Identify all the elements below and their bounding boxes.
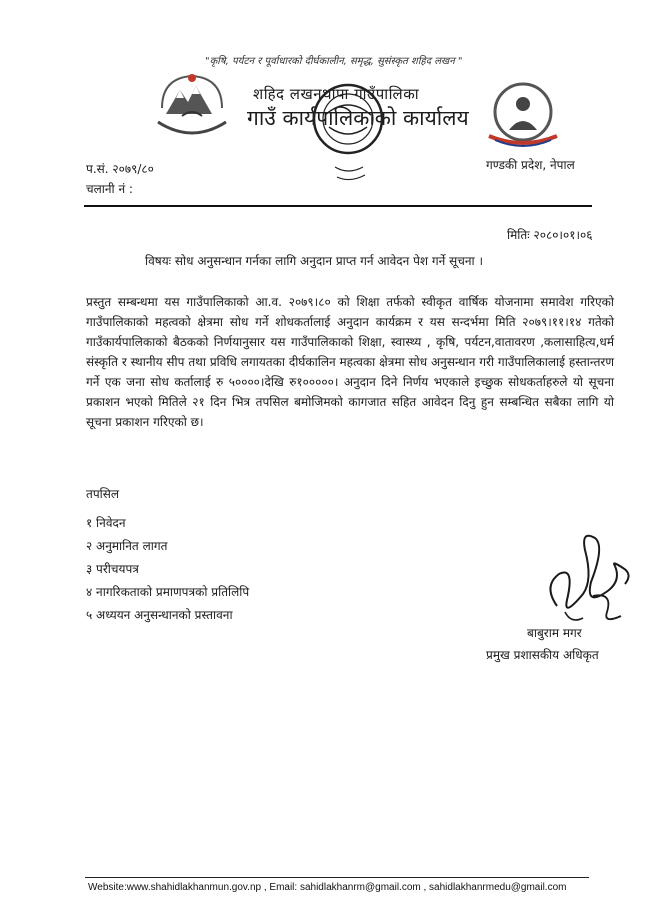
- header-divider: [84, 205, 592, 207]
- list-item: २ अनुमानित लागत: [86, 539, 168, 553]
- attachment-list: [86, 512, 249, 627]
- letterhead-tagline: "कृषि, पर्यटन र पूर्वाधारको दीर्घकालीन, समृद्ध, सुसंस्कृत शहिद लखन ": [205, 56, 463, 67]
- province-address: गण्डकी प्रदेश, नेपाल: [486, 158, 575, 172]
- list-item: ४ नागरिकताको प्रमाणपत्रको प्रतिलिपि: [86, 585, 250, 599]
- official-stamp-icon: [305, 75, 391, 187]
- reference-number: प.सं. २०७९/८०: [86, 162, 154, 176]
- list-item: ३ परीचयपत्र: [86, 562, 139, 576]
- signatory-name: बाबुराम मगर: [527, 626, 582, 640]
- list-item: १ निवेदन: [86, 516, 126, 530]
- list-item: ५ अध्ययन अनुसन्धानको प्रस्तावना: [86, 608, 233, 622]
- letter-subject: विषयः सोध अनुसन्धान गर्नका लागि अनुदान प्राप्त गर्न आवेदन पेश गर्ने सूचना ।: [145, 254, 483, 268]
- footer-divider: [85, 877, 589, 878]
- letter-body: प्रस्तुत सम्बन्धमा यस गाउँपालिकाको आ.व. २०७९।८० को शिक्षा तर्फको स्वीकृत वार्षिक योजनामा समावेश गरिएको गाउँपालिकाको महत्वको क्षेत्रमा सोध गर्ने शोधकर्तालाई अनुदान कार्यक्रम र यस सन्दर्भमा मिति २०७९।११।१४ गतेको गाउँकार्यपालिकाको बैठकको निर्णयानुसार यस गाउँपालिकाको शिक्षा, स्वास्थ्य , कृषि, पर्यटन,वातावरण ,कलासाहित्य,धर्म संस्कृति र स्थानीय सीप तथा प्रविधि लगायतका दीर्घकालिन महत्वका क्षेत्रमा सोध अनुसन्धान गरी गाउँपालिकालाई हस्तान्तरण गर्ने एक जना सोध कर्तालाई रु ५००००।देखि रु१०००००। अनुदान दिने निर्णय भएकाले इच्छुक सोधकर्ताहरुले यो सूचना प्रकाशन भएको मितिले २१ दिन भित्र तपसिल बमोजिमको कागजात सहित आवेदन दिनु हुन सम्बन्धित सबैका लागि यो सूचना प्रकाशन गरिएको छ।: [86, 295, 614, 429]
- province-portrait-logo-icon: [483, 80, 563, 148]
- dispatch-number: चलानी नं :: [86, 182, 133, 196]
- handwritten-signature: [525, 520, 645, 636]
- letter-date: मितिः २०८०।०१।०६: [507, 228, 593, 242]
- attachment-list-heading: तपसिल: [86, 487, 120, 501]
- organization-name: शहिद लखनथापा गाउँपालिका: [253, 85, 420, 103]
- nepal-emblem-icon: [152, 68, 232, 142]
- footer-contact: Website:www.shahidlakhanmun.gov.np , Email: sahidlakhanrm@gmail.com , sahidlakhanrmedu@gmail.com: [88, 882, 567, 893]
- signatory-title: प्रमुख प्रशासकीय अधिकृत: [486, 648, 599, 662]
- office-name: गाउँ कार्यपालिकाको कार्यालय: [247, 106, 469, 130]
